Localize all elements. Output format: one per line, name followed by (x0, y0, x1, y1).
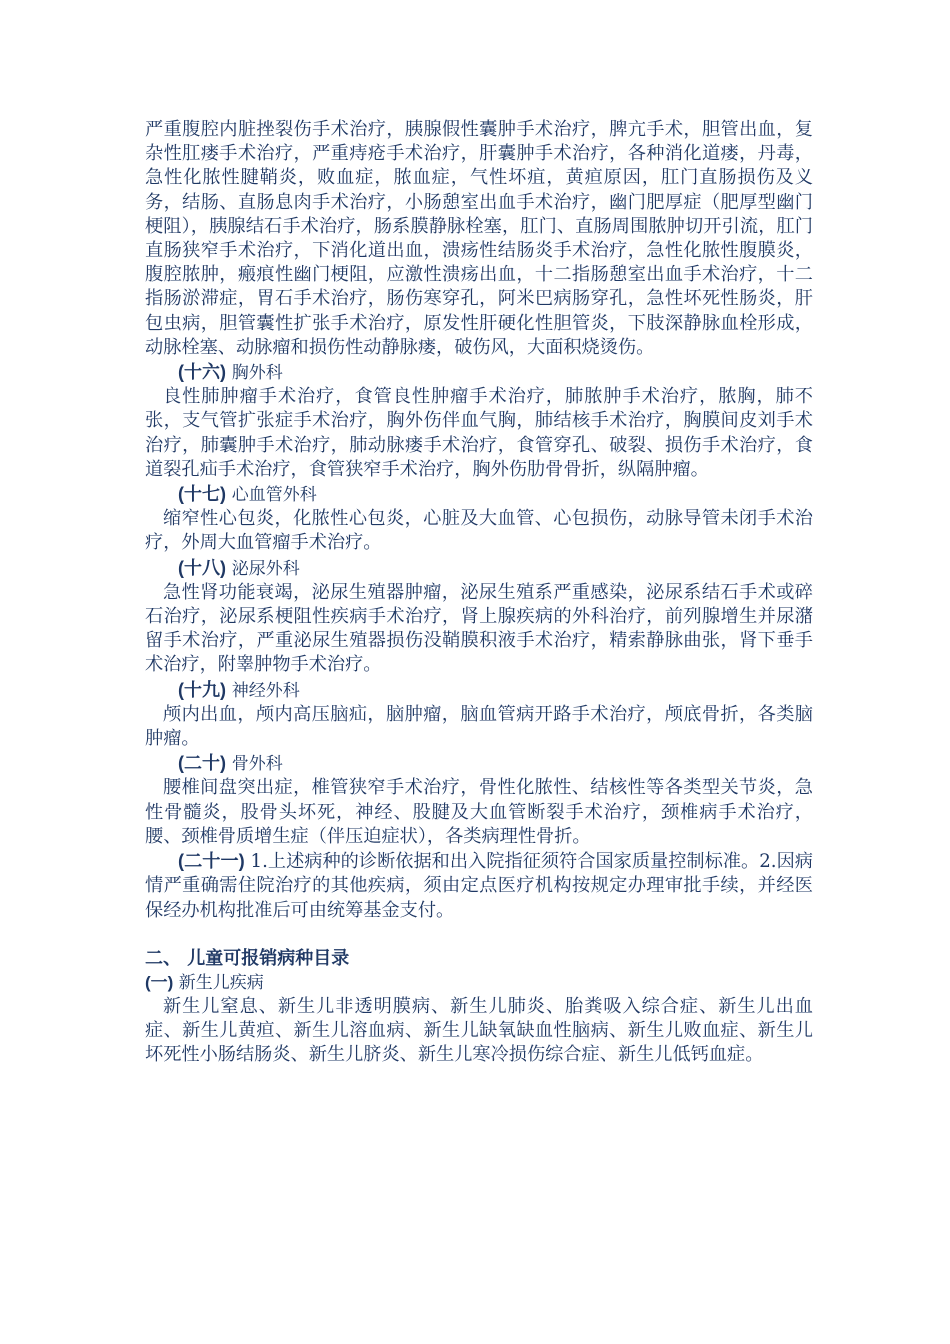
section-label: 胸外科 (231, 363, 283, 384)
subheading-number: (一) (145, 972, 174, 992)
part-two-subheading (145, 971, 813, 995)
note-paragraph (145, 849, 813, 923)
section-label: 泌尿外科 (231, 558, 300, 579)
part-two-title: 二、 儿童可报销病种目录 (145, 947, 350, 969)
section-number: (十九) (178, 679, 226, 700)
section-heading (145, 678, 813, 703)
document-page (145, 118, 813, 1067)
general-surgery-paragraph: 严重腹腔内脏挫裂伤手术治疗，胰腺假性囊肿手术治疗，脾亢手术，胆管出血，复杂性肛瘘手术治疗，严重痔疮手术治疗，肝囊肿手术治疗，各种消化道瘘，丹毒，急性化脓性腱鞘炎，败血症，脓血症，气性坏疽，黄疸原因，肛门直肠损伤及义务，结肠、直肠息肉手术治疗，小肠憩室出血手术治疗，幽门肥厚症（肥厚型幽门梗阻），胰腺结石手术治疗，肠系膜静脉栓塞，肛门、直肠周围脓肿切开引流，肛门直肠狭窄手术治疗，下消化道出血，溃疡性结肠炎手术治疗，急性化脓性腹膜炎，腹腔脓肿，瘢痕性幽门梗阻，应激性溃疡出血，十二指肠憩室出血手术治疗，十二指肠淤滞症，胃石手术治疗，肠伤寒穿孔，阿米巴病肠穿孔，急性坏死性肠炎，肝包虫病，胆管囊性扩张手术治疗，原发性肝硬化性胆管炎，下肢深静脉血栓形成，动脉栓塞、动脉瘤和损伤性动静脉瘘，破伤风，大面积烧烫伤。 (145, 119, 813, 358)
section-urology (145, 556, 813, 678)
section-number: (十八) (178, 557, 226, 578)
section-heading (145, 360, 813, 385)
section-label: 心血管外科 (231, 485, 317, 506)
note-text: 1.上述病种的诊断依据和出入院指征须符合国家质量控制标准。2.因病情严重确需住院治疗的其他疾病，须由定点医疗机构按规定办理审批手续，并经医保经办机构批准后可由统筹基金支付。 (145, 851, 813, 921)
section-cardiovascular (145, 482, 813, 556)
section-thoracic (145, 360, 813, 482)
newborn-diseases-paragraph: 新生儿窒息、新生儿非透明膜病、新生儿肺炎、胎粪吸入综合症、新生儿出血症、新生儿黄疸、新生儿溶血病、新生儿缺氧缺血性脑病、新生儿败血症、新生儿坏死性小肠结肠炎、新生儿脐炎、新生儿寒冷损伤综合症、新生儿低钙血症。 (145, 995, 813, 1066)
section-text: 急性肾功能衰竭，泌尿生殖器肿瘤，泌尿生殖系严重感染，泌尿系结石手术或碎石治疗，泌尿系梗阻性疾病手术治疗，肾上腺疾病的外科治疗，前列腺增生并尿潴留手术治疗，严重泌尿生殖器损伤没鞘膜积液手术治疗，精索静脉曲张，肾下垂手术治疗，附睾肿物手术治疗。 (145, 581, 813, 676)
section-text: 颅内出血，颅内高压脑疝，脑肿瘤，脑血管病开路手术治疗，颅底骨折，各类脑肿瘤。 (145, 703, 813, 750)
section-heading (145, 482, 813, 507)
section-text: 缩窄性心包炎，化脓性心包炎，心脏及大血管、心包损伤，动脉导管未闭手术治疗，外周大血管瘤手术治疗。 (145, 508, 813, 554)
section-label: 神经外科 (231, 680, 300, 701)
section-text: 良性肺肿瘤手术治疗，食管良性肿瘤手术治疗，肺脓肿手术治疗，脓胸，肺不张，支气管扩张症手术治疗，胸外伤伴血气胸，肺结核手术治疗，胸膜间皮刘手术治疗，肺囊肿手术治疗，肺动脉瘘手术治疗，食管穿孔、破裂、损伤手术治疗，食道裂孔疝手术治疗，食管狭窄手术治疗，胸外伤肋骨骨折，纵隔肿瘤。 (145, 386, 813, 480)
section-neurosurgery (145, 678, 813, 752)
section-orthopedics (145, 751, 813, 849)
section-heading (145, 751, 813, 776)
note-number: (二十一) (178, 851, 245, 872)
section-number: (十七) (178, 484, 226, 505)
section-number: (十六) (178, 362, 226, 383)
subheading-label: 新生儿疾病 (178, 972, 264, 993)
section-heading (145, 556, 813, 581)
section-label: 骨外科 (231, 754, 283, 775)
section-text: 腰椎间盘突出症，椎管狭窄手术治疗，骨性化脓性、结核性等各类型关节炎，急性骨髓炎，股骨头坏死，神经、股腱及大血管断裂手术治疗，颈椎病手术治疗，腰、颈椎骨质增生症（伴压迫症状），各类病理性骨折。 (145, 777, 813, 847)
section-number: (二十) (178, 753, 226, 774)
